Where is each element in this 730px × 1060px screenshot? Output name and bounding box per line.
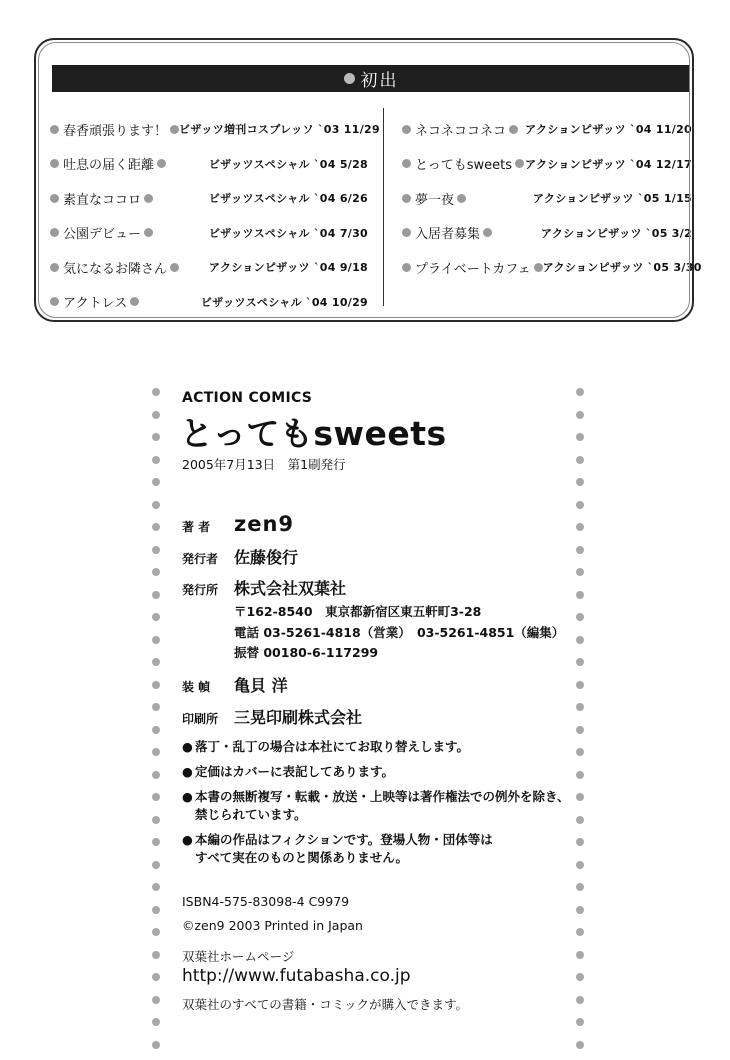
dot-icon (576, 838, 584, 846)
dot-icon (152, 433, 160, 441)
first-appearance-header (52, 65, 690, 92)
dot-icon (152, 838, 160, 846)
dot-icon (152, 568, 160, 576)
bullet-icon (144, 228, 153, 237)
dot-icon (152, 613, 160, 621)
story-source: ビザッツスペシャル `04 6/26 (208, 192, 368, 206)
bullet-icon (402, 125, 411, 134)
isbn: ISBN4-575-83098-4 C9979 (182, 894, 350, 909)
dot-icon (152, 1041, 160, 1049)
bullet-icon (130, 297, 139, 306)
note-text: 本書の無断複写・転載・放送・上映等は著作権法での例外を除き、 (195, 789, 570, 804)
dot-icon (152, 973, 160, 981)
author-label: 著 者 (182, 520, 211, 534)
dot-icon (576, 613, 584, 621)
bullet-icon (457, 194, 466, 203)
list-item (402, 112, 692, 147)
dot-icon (576, 816, 584, 824)
story-title: 公園デビュー (63, 227, 142, 243)
bullet-icon (50, 263, 59, 272)
story-source: ビザッツ増刊コスプレッソ `03 11/29 (179, 123, 380, 137)
story-source: アクションピザッツ `05 3/2 (540, 226, 692, 240)
list-item (402, 147, 692, 182)
dot-icon (576, 726, 584, 734)
story-source: アクションピザッツ `04 11/20 (524, 123, 692, 137)
publication-date: 2005年7月13日 第1刷発行 (182, 457, 346, 472)
publisher-label: 発行所 (182, 583, 219, 597)
dot-icon (576, 1041, 584, 1049)
list-item (50, 112, 380, 147)
bullet-icon (534, 263, 543, 272)
dotted-border-left (151, 388, 161, 1058)
dot-icon (152, 1018, 160, 1026)
dot-icon (152, 658, 160, 666)
printer-name: 三晃印刷株式会社 (234, 708, 363, 727)
dot-icon (576, 478, 584, 486)
story-title: 夢一夜 (415, 192, 455, 208)
dot-icon (576, 996, 584, 1004)
story-title: 吐息の届く距離 (63, 158, 155, 174)
bullet-icon (402, 263, 411, 272)
note-text: 定価はカバーに表記してあります。 (195, 764, 395, 779)
bullet-icon: ● (182, 764, 193, 779)
design-row (182, 673, 288, 696)
note-text: 禁じられています。 (195, 807, 307, 822)
dot-icon (152, 501, 160, 509)
bullet-icon (509, 125, 518, 134)
note-text: すべて実在のものと関係ありません。 (195, 850, 409, 865)
dot-icon (152, 703, 160, 711)
bullet-icon (50, 228, 59, 237)
dot-icon (576, 906, 584, 914)
dot-icon (152, 951, 160, 959)
dot-icon (152, 523, 160, 531)
dot-icon (576, 793, 584, 801)
publisher-transfer: 振替 00180-6-117299 (234, 645, 379, 660)
dot-icon (576, 388, 584, 396)
list-item (50, 285, 368, 320)
list-item (50, 181, 368, 216)
note-item (182, 763, 394, 781)
dot-icon (576, 411, 584, 419)
printer-row (182, 705, 362, 728)
dot-icon (152, 478, 160, 486)
dot-icon (576, 456, 584, 464)
publisher-phone: 電話 03-5261-4818（営業） 03-5261-4851（編集） (234, 625, 565, 640)
dot-icon (152, 636, 160, 644)
dot-icon (152, 681, 160, 689)
dot-icon (152, 726, 160, 734)
bullet-icon: ● (182, 832, 193, 847)
publisher-address: 〒162-8540 東京都新宿区東五軒町3-28 (234, 604, 482, 619)
dot-icon (576, 973, 584, 981)
story-source: アクションピザッツ `04 12/17 (524, 157, 692, 171)
bullet-icon (170, 125, 179, 134)
note-item (182, 831, 493, 867)
dot-icon (576, 636, 584, 644)
dot-icon (152, 748, 160, 756)
story-source: ビザッツスペシャル `04 10/29 (200, 295, 368, 309)
bullet-icon (402, 194, 411, 203)
bullet-icon (50, 194, 59, 203)
circle-icon (344, 73, 355, 84)
tagline: 双葉社のすべての書籍・コミックが購入できます。 (182, 997, 469, 1012)
author-row (182, 512, 294, 536)
dot-icon (152, 906, 160, 914)
bullet-icon (402, 228, 411, 237)
story-title: プライベートカフェ (415, 261, 531, 277)
list-item (50, 147, 368, 182)
dot-icon (152, 456, 160, 464)
story-title: 気になるお隣さん (63, 261, 168, 277)
dot-icon (152, 928, 160, 936)
bullet-icon: ● (182, 739, 193, 754)
dot-icon (152, 861, 160, 869)
homepage-url[interactable]: http://www.futabasha.co.jp (182, 966, 411, 986)
dot-icon (576, 658, 584, 666)
dot-icon (152, 591, 160, 599)
note-text: 落丁・乱丁の場合は本社にてお取り替えします。 (195, 739, 470, 754)
list-item (50, 216, 368, 251)
bullet-icon (483, 228, 492, 237)
story-title: アクトレス (63, 296, 128, 312)
bullet-icon (402, 159, 411, 168)
book-title: とってもsweets (180, 414, 447, 453)
dot-icon (576, 1018, 584, 1026)
dot-icon (152, 996, 160, 1004)
dot-icon (576, 681, 584, 689)
dot-icon (152, 816, 160, 824)
note-text: 本編の作品はフィクションです。登場人物・団体等は (195, 832, 493, 847)
list-item (402, 216, 692, 251)
column-divider (383, 108, 384, 306)
dot-icon (576, 703, 584, 711)
first-appearance-right-column (402, 112, 702, 285)
first-appearance-left-column (50, 112, 380, 319)
design-label: 装 幀 (182, 680, 211, 694)
homepage-label: 双葉社ホームページ (182, 949, 295, 964)
dot-icon (152, 388, 160, 396)
bullet-icon (50, 159, 59, 168)
dot-icon (576, 568, 584, 576)
story-title: とってもsweets (415, 158, 513, 174)
designer-name: 亀貝 洋 (234, 676, 288, 695)
dot-icon (576, 433, 584, 441)
bullet-icon (157, 159, 166, 168)
bullet-icon (50, 297, 59, 306)
story-source: アクションピザッツ `05 1/15 (532, 192, 692, 206)
note-item (182, 788, 570, 824)
note-item (182, 738, 469, 756)
list-item (402, 181, 692, 216)
dot-icon (152, 883, 160, 891)
list-item (50, 250, 368, 285)
publisher-name: 株式会社双葉社 (234, 579, 347, 598)
list-item (402, 250, 702, 285)
header-text: 初出 (360, 71, 399, 91)
bullet-icon: ● (182, 789, 193, 804)
dot-icon (576, 501, 584, 509)
author-name: zen9 (234, 512, 295, 536)
dot-icon (576, 523, 584, 531)
story-source: アクションピザッツ `05 3/30 (542, 261, 702, 275)
dot-icon (576, 748, 584, 756)
dot-icon (152, 546, 160, 554)
story-source: ビザッツスペシャル `04 5/28 (208, 157, 368, 171)
story-title: 入居者募集 (415, 227, 481, 243)
bullet-icon (144, 194, 153, 203)
dot-icon (576, 861, 584, 869)
publisher-row (182, 576, 346, 599)
story-title: 春香頑張ります！ (63, 123, 168, 139)
dotted-border-right (575, 388, 585, 1058)
printer-label: 印刷所 (182, 712, 219, 726)
publisher-person-row (182, 545, 298, 568)
dot-icon (576, 928, 584, 936)
dot-icon (576, 771, 584, 779)
dot-icon (576, 591, 584, 599)
series-name: ACTION COMICS (182, 390, 313, 406)
story-source: アクションピザッツ `04 9/18 (208, 261, 368, 275)
bullet-icon (515, 159, 524, 168)
bullet-icon (50, 125, 59, 134)
publisher-person-label: 発行者 (182, 552, 219, 566)
dot-icon (576, 951, 584, 959)
dot-icon (576, 546, 584, 554)
first-appearance-box (34, 38, 702, 322)
story-title: ネコネココネコ (415, 123, 507, 139)
dot-icon (576, 883, 584, 891)
story-source: ビザッツスペシャル `04 7/30 (208, 226, 368, 240)
dot-icon (152, 771, 160, 779)
publisher-person-name: 佐藤俊行 (234, 548, 299, 567)
dot-icon (152, 793, 160, 801)
story-title: 素直なココロ (63, 192, 142, 208)
copyright: ©zen9 2003 Printed in Japan (182, 918, 363, 933)
bullet-icon (170, 263, 179, 272)
dot-icon (152, 411, 160, 419)
